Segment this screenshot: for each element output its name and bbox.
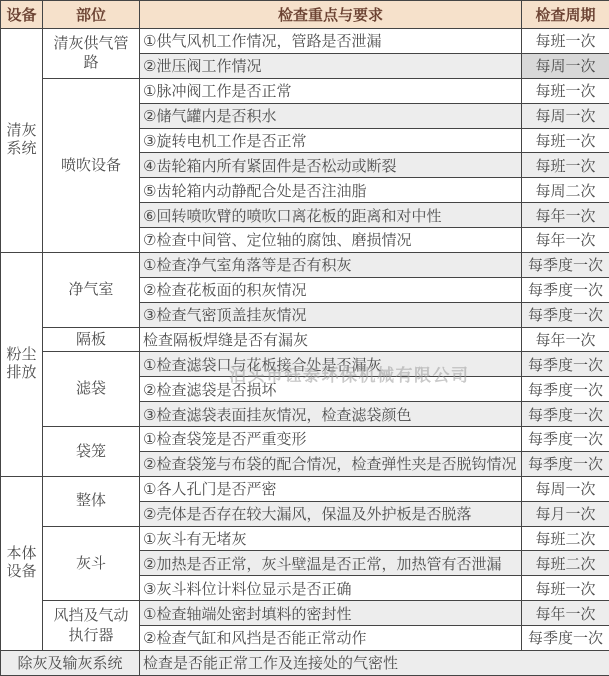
cycle-cell: 每季度一次	[522, 451, 609, 476]
table-row	[1, 427, 609, 452]
cycle-cell: 每班一次	[522, 576, 609, 601]
item-content-cell: ①供气风机工作情况，管路是否泄漏	[140, 29, 522, 54]
cycle-cell: 每季度一次	[522, 277, 609, 302]
item-content-cell: ②壳体是否存在较大漏风，保温及外护板是否脱落	[140, 501, 522, 526]
item-content-cell: ①检查净气室角落等是否有积灰	[140, 252, 522, 277]
cycle-cell: 每年一次	[522, 601, 609, 626]
device-cell: 粉尘排放	[1, 252, 43, 476]
device-cell: 本体设备	[1, 476, 43, 650]
header-content: 检查重点与要求	[140, 1, 522, 29]
cycle-cell: 每季度一次	[522, 402, 609, 427]
table-row	[1, 476, 609, 501]
item-content-cell: ⑦检查中间管、定位轴的腐蚀、磨损情况	[140, 228, 522, 253]
item-content-cell: ⑥回转喷吹臂的喷吹口离花板的距离和对中性	[140, 203, 522, 228]
cycle-cell: 每班一次	[522, 153, 609, 178]
item-content-cell: ①检查轴端处密封填料的密封性	[140, 601, 522, 626]
header-cycle: 检查周期	[522, 1, 609, 29]
item-content-cell: ①各人孔门是否严密	[140, 476, 522, 501]
cycle-cell: 每年一次	[522, 228, 609, 253]
item-content-cell: ②检查气缸和风挡是否能正常动作	[140, 626, 522, 651]
part-cell: 净气室	[43, 252, 140, 327]
item-content-cell: ③检查滤袋表面挂灰情况，检查滤袋颜色	[140, 402, 522, 427]
item-content-cell: ②检查滤袋是否损坏	[140, 377, 522, 402]
part-cell: 风挡及气动执行器	[43, 601, 140, 651]
cycle-cell: 每周一次	[522, 476, 609, 501]
part-cell: 清灰供气管路	[43, 29, 140, 79]
cycle-cell: 每周一次	[522, 53, 609, 78]
cycle-cell: 每周一次	[522, 103, 609, 128]
header-row	[1, 1, 609, 29]
item-content-cell: ①灰斗有无堵灰	[140, 526, 522, 551]
cycle-cell: 每季度一次	[522, 427, 609, 452]
table-row-footer	[1, 650, 609, 675]
cycle-cell: 每季度一次	[522, 252, 609, 277]
part-cell: 整体	[43, 476, 140, 526]
item-content-cell: ①脉冲阀工作是否正常	[140, 78, 522, 103]
item-content-cell: ②储气罐内是否积水	[140, 103, 522, 128]
footer-content-cell: 检查是否能正常工作及连接处的气密性	[140, 650, 609, 675]
item-content-cell: ②检查花板面的积灰情况	[140, 277, 522, 302]
device-cell: 清灰系统	[1, 29, 43, 253]
item-content-cell: ①检查袋笼是否严重变形	[140, 427, 522, 452]
part-cell: 喷吹设备	[43, 78, 140, 252]
table-row	[1, 601, 609, 626]
cycle-cell: 每班二次	[522, 551, 609, 576]
table-row	[1, 327, 609, 352]
part-cell: 灰斗	[43, 526, 140, 601]
cycle-cell: 每班一次	[522, 128, 609, 153]
table-row	[1, 526, 609, 551]
item-content-cell: ③灰斗料位计料位显示是否正确	[140, 576, 522, 601]
cycle-cell: 每季度一次	[522, 352, 609, 377]
cycle-cell: 每班一次	[522, 78, 609, 103]
item-content-cell: ⑤齿轮箱内动静配合处是否注油脂	[140, 178, 522, 203]
item-content-cell: ①检查滤袋口与花板接合处是否漏灰	[140, 352, 522, 377]
cycle-cell: 每班一次	[522, 29, 609, 54]
part-cell: 袋笼	[43, 427, 140, 477]
table-row	[1, 352, 609, 377]
table-row	[1, 29, 609, 54]
cycle-cell: 每季度一次	[522, 626, 609, 651]
cycle-cell: 每班二次	[522, 526, 609, 551]
cycle-cell: 每年一次	[522, 203, 609, 228]
item-content-cell: ②泄压阀工作情况	[140, 53, 522, 78]
header-device: 设备	[1, 1, 43, 29]
item-content-cell: ③旋转电机工作是否正常	[140, 128, 522, 153]
cycle-cell: 每月一次	[522, 501, 609, 526]
cycle-cell: 每年一次	[522, 327, 609, 352]
cycle-cell: 每季度一次	[522, 377, 609, 402]
item-content-cell: ③检查气密顶盖挂灰情况	[140, 302, 522, 327]
item-content-cell: ②加热是否正常，灰斗壁温是否正常，加热管有否泄漏	[140, 551, 522, 576]
item-content-cell: ④齿轮箱内所有紧固件是否松动或断裂	[140, 153, 522, 178]
table-row	[1, 78, 609, 103]
part-cell: 滤袋	[43, 352, 140, 427]
cycle-cell: 每季度一次	[522, 302, 609, 327]
part-cell: 隔板	[43, 327, 140, 352]
cycle-cell: 每周二次	[522, 178, 609, 203]
table-row	[1, 252, 609, 277]
watermark-text: 泊头市钰泰环保机械有限公司	[229, 366, 470, 385]
item-content-cell: 检查隔板焊缝是否有漏灰	[140, 327, 522, 352]
system-cell: 除灰及输灰系统	[1, 650, 140, 675]
header-part: 部位	[43, 1, 140, 29]
item-content-cell: ②检查袋笼与布袋的配合情况，检查弹性夹是否脱钩情况	[140, 451, 522, 476]
